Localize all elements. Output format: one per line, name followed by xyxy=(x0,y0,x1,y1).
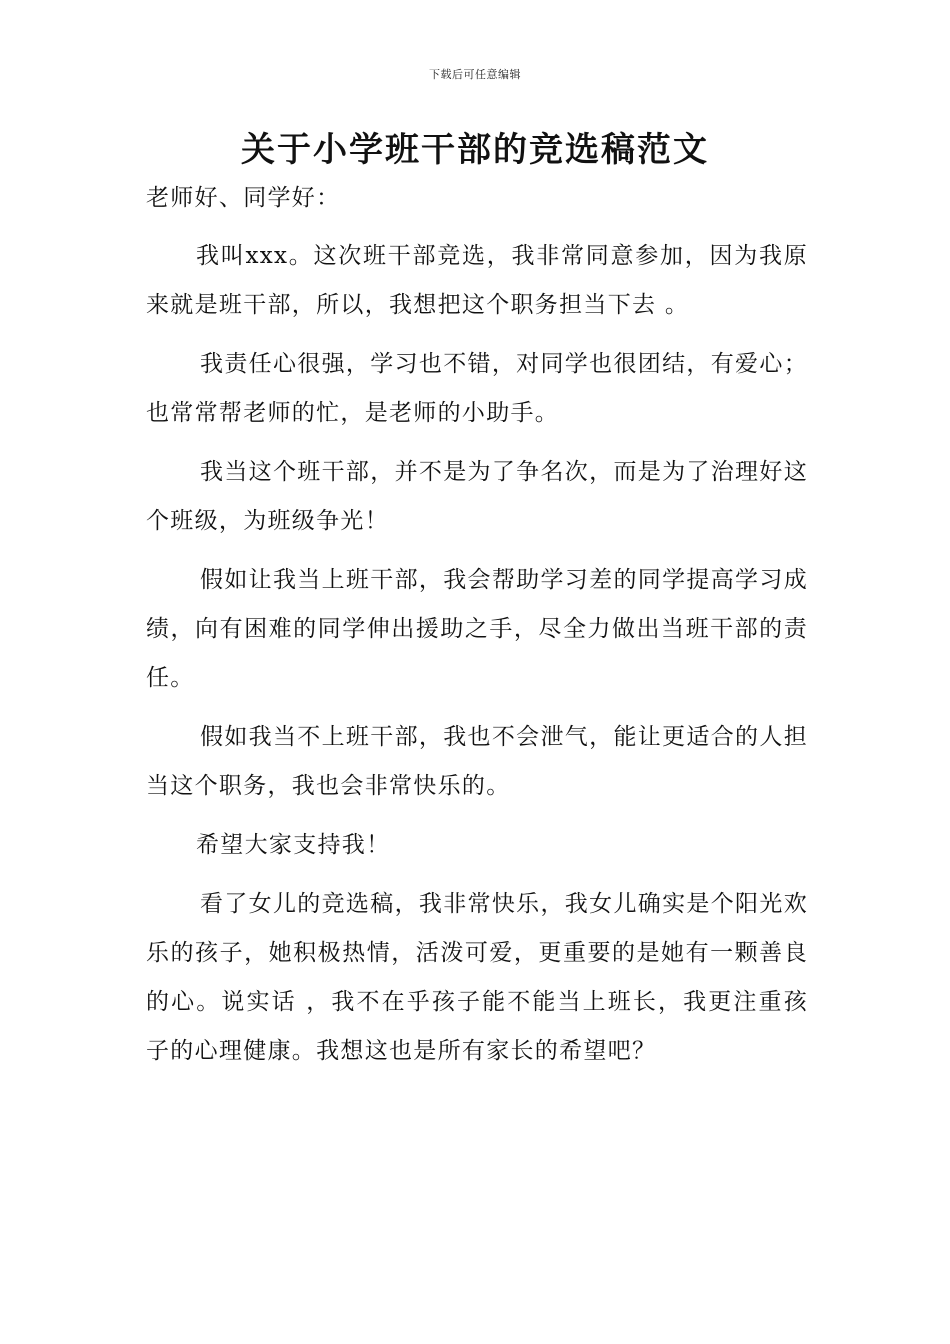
paragraph-1: 我叫xxx。这次班干部竞选，我非常同意参加，因为我原来就是班干部，所以，我想把这个职务担当下去 。 xyxy=(146,243,808,318)
document-title: 关于小学班干部的竞选稿范文 xyxy=(241,130,709,170)
paragraph-7: 看了女儿的竞选稿，我非常快乐，我女儿确实是个阳光欢乐的孩子，她积极热情，活泼可爱，更重要的是她有一颗善良的心。说实话 ，我不在乎孩子能不能当上班长，我更注重孩子的心理健康。我想这也是所有家长的希望吧？ xyxy=(146,891,808,1064)
document-body xyxy=(146,178,808,1086)
paragraph-4: 假如让我当上班干部，我会帮助学习差的同学提高学习成绩，向有困难的同学伸出援助之手，尽全力做出当班干部的责任。 xyxy=(146,567,808,691)
paragraph-2: 我责任心很强，学习也不错，对同学也很团结，有爱心；也常常帮老师的忙，是老师的小助手。 xyxy=(146,351,808,426)
paragraph-5: 假如我当不上班干部，我也不会泄气，能让更适合的人担当这个职务，我也会非常快乐的。 xyxy=(146,724,808,799)
paragraph-3: 我当这个班干部，并不是为了争名次，而是为了治理好这个班级，为班级争光！ xyxy=(146,459,808,534)
paragraph-6: 希望大家支持我！ xyxy=(196,832,391,858)
greeting: 老师好、同学好： xyxy=(146,185,341,211)
header-note: 下载后可任意编辑 xyxy=(429,68,521,81)
